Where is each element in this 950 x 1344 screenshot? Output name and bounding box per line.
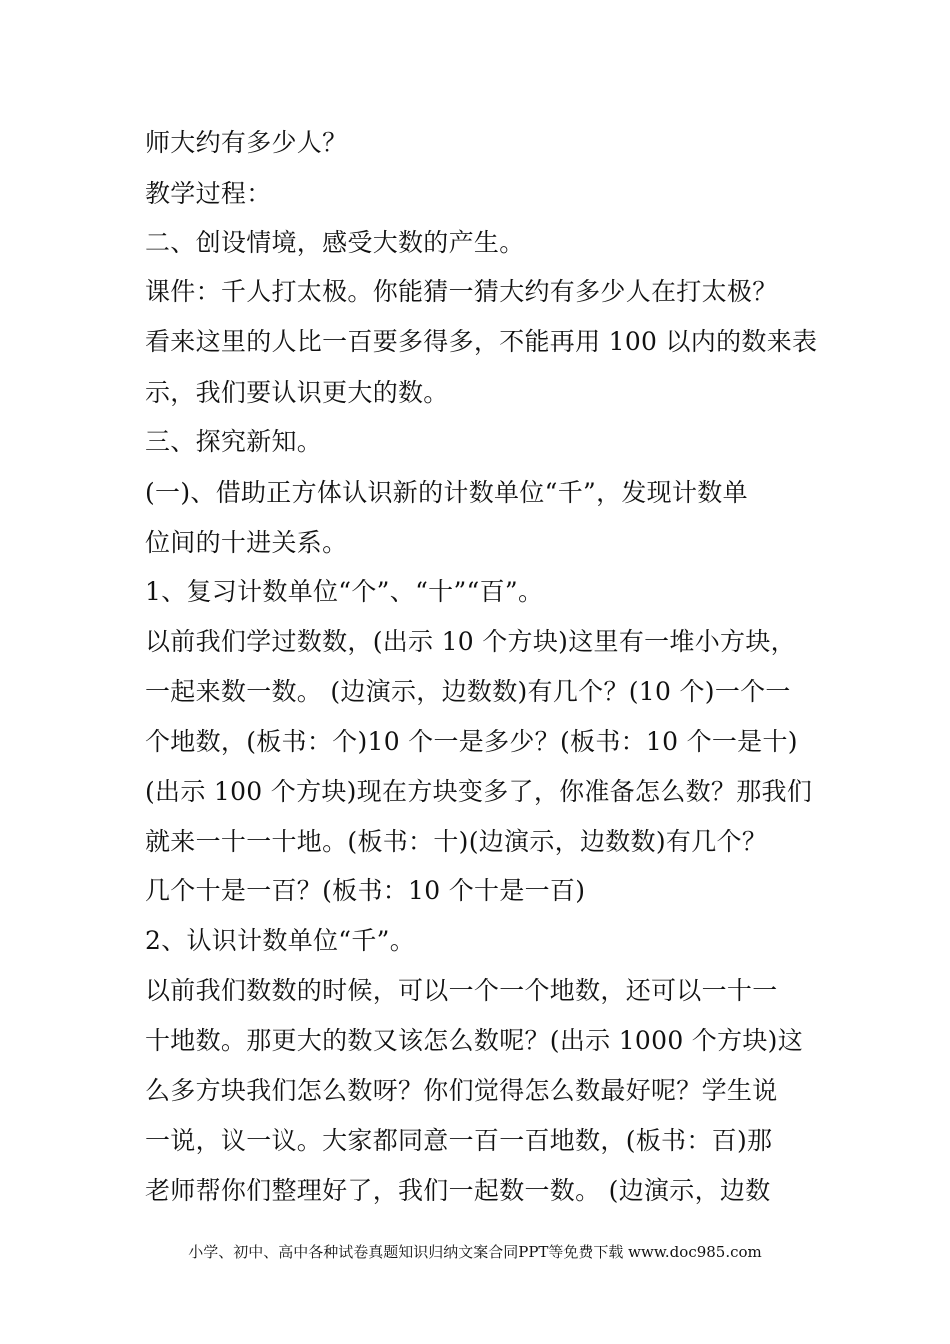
- text-line: (出示 100 个方块)现在方块变多了，你准备怎么数？那我们: [145, 777, 813, 806]
- text-line: 看来这里的人比一百要多得多，不能再用 100 以内的数来表: [145, 327, 818, 356]
- text-line: 十地数。那更大的数又该怎么数呢？(出示 1000 个方块)这: [145, 1026, 804, 1055]
- text-line: 课件：千人打太极。你能猜一猜大约有多少人在打太极？: [145, 277, 778, 306]
- section-heading: 三、探究新知。: [145, 427, 323, 456]
- subsection-heading: 2、认识计数单位“千”。: [145, 926, 416, 955]
- text-line: 以前我们数数的时候，可以一个一个地数，还可以一十一: [145, 976, 778, 1005]
- text-line: 教学过程：: [145, 179, 272, 208]
- text-line: 位间的十进关系。: [145, 528, 348, 557]
- text-line: 一起来数一数。 (边演示，边数数)有几个？(10 个)一个一: [145, 677, 791, 706]
- text-line: 几个十是一百？(板书：10 个十是一百): [145, 876, 586, 905]
- text-line: 师大约有多少人？: [145, 128, 348, 157]
- subsection-heading: 1、复习计数单位“个”、“十”“百”。: [145, 577, 544, 606]
- text-line: 老师帮你们整理好了，我们一起数一数。 (边演示，边数: [145, 1176, 771, 1205]
- text-line: 就来一十一十地。(板书：十)(边演示，边数数)有几个？: [145, 827, 768, 856]
- text-line: 么多方块我们怎么数呀？你们觉得怎么数最好呢？学生说: [145, 1076, 778, 1105]
- text-line: 个地数，(板书：个)10 个一是多少？(板书：10 个一是十): [145, 727, 798, 756]
- section-heading: 二、创设情境，感受大数的产生。: [145, 228, 525, 257]
- text-line: 一说，议一议。大家都同意一百一百地数，(板书：百)那: [145, 1126, 773, 1155]
- subsection-heading: (一)、借助正方体认识新的计数单位“千”，发现计数单: [145, 478, 748, 507]
- text-line: 以前我们学过数数，(出示 10 个方块)这里有一堆小方块，: [145, 627, 796, 656]
- page-footer: 小学、初中、高中各种试卷真题知识归纳文案合同PPT等免费下载 www.doc985.com: [188, 1243, 762, 1261]
- text-line: 示，我们要认识更大的数。: [145, 378, 449, 407]
